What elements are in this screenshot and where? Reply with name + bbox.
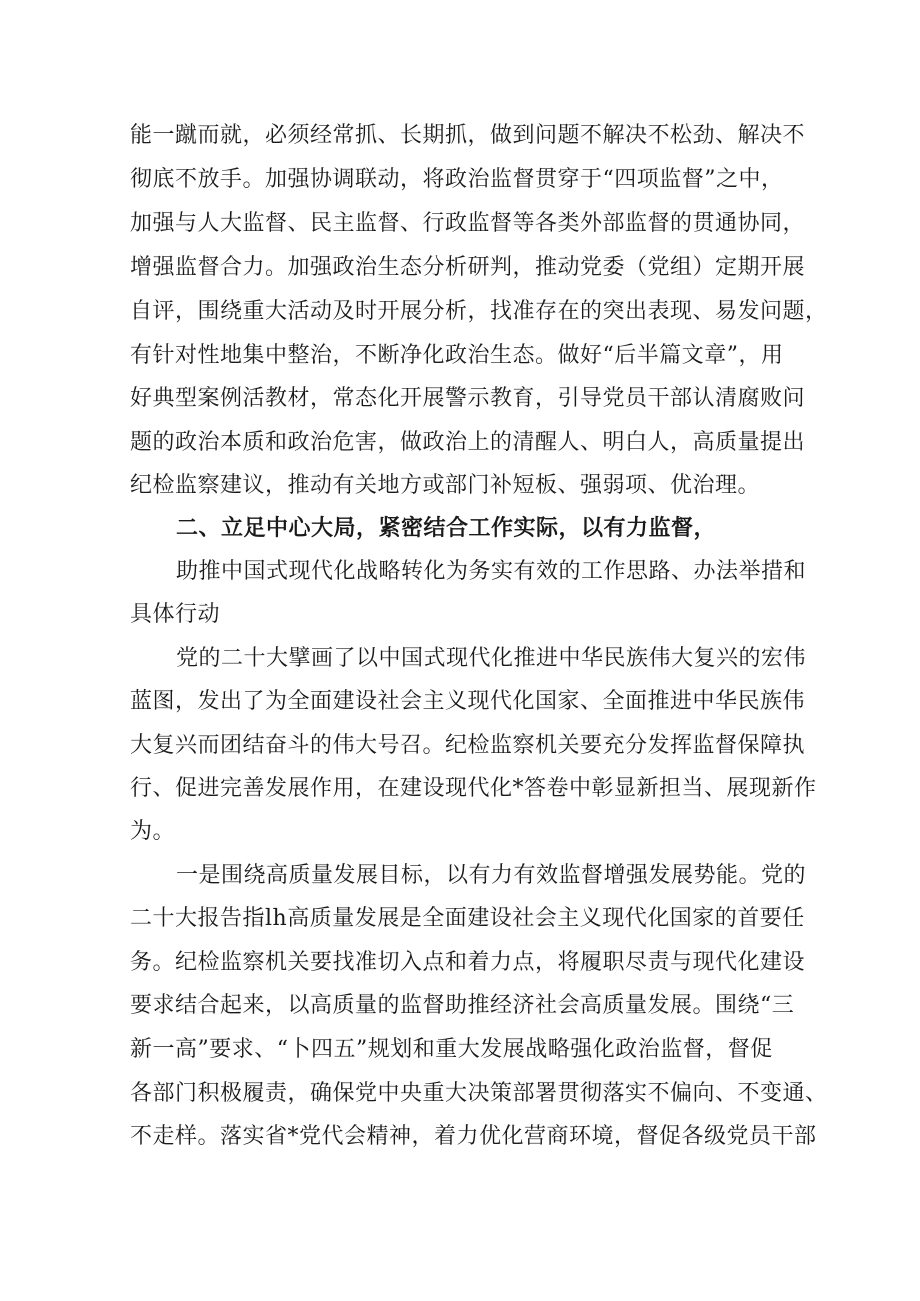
- body-text-line: 行、促进完善发展作用，在建设现代化*答卷中彰显新担当、展现新作: [130, 776, 817, 801]
- body-text-line: 能一蹴而就，必须经常抓、长期抓，做到问题不解决不松劲、解决不: [130, 123, 806, 148]
- body-text-line: 有针对性地集中整治，不断净化政治生态。做好“后半篇文章”，用: [130, 343, 784, 368]
- section-subheading-line: 具体行动: [130, 602, 221, 627]
- body-text-line: 二十大报告指lh高质量发展是全面建设社会主义现代化国家的首要任: [130, 906, 805, 931]
- body-text-line: 党的二十大擘画了以中国式现代化推进中华民族伟大复兴的宏伟: [176, 646, 807, 671]
- body-text-line: 题的政治本质和政治危害，做政治上的清醒人、明白人，高质量提出: [130, 430, 806, 455]
- body-text-line: 自评，围绕重大活动及时开展分析，找准存在的突出表现、易发问题，: [130, 299, 828, 324]
- body-text-line: 不走样。落实省*党代会精神，着力优化营商环境，督促各级党员干部: [130, 1124, 817, 1149]
- body-text-line: 为。: [130, 819, 176, 844]
- body-text-line: 各部门积极履责，确保党中央重大决策部署贯彻落实不偏向、不变通、: [130, 1081, 828, 1106]
- body-text-line: 务。纪检监察机关要找准切入点和着力点，将履职尽责与现代化建设: [130, 950, 806, 975]
- body-text-line: 好典型案例活教材，常态化开展警示教育，引导党员干部认清腐败问: [130, 386, 806, 411]
- body-text-line: 增强监督合力。加强政治生态分析研判，推动党委（党组）定期开展: [130, 255, 806, 280]
- body-text-line: 彻底不放手。加强协调联动，将政治监督贯穿于“四项监督”之中，: [130, 167, 784, 192]
- section-heading: 二、立足中心大局，紧密结合工作实际，以有力监督，: [176, 516, 717, 541]
- body-text-line: 加强与人大监督、民主监督、行政监督等各类外部监督的贯通协同，: [130, 211, 806, 236]
- body-text-line: 纪检监察建议，推动有关地方或部门补短板、强弱项、优治理。: [130, 473, 761, 498]
- body-text-line: 新一高”要求、“卜四五”规划和重大发展战略强化政治监督，督促: [130, 1037, 773, 1062]
- body-text-line: 要求结合起来，以高质量的监督助推经济社会高质量发展。围绕“三: [130, 993, 795, 1018]
- body-text-line: 大复兴而团结奋斗的伟大号召。纪检监察机关要充分发挥监督保障执: [130, 733, 806, 758]
- section-subheading-line: 助推中国式现代化战略转化为务实有效的工作思路、办法举措和: [176, 559, 807, 584]
- body-text-line: 一是围绕高质量发展目标，以有力有效监督增强发展势能。党的: [176, 863, 807, 888]
- body-text-line: 蓝图，发出了为全面建设社会主义现代化国家、全面推进中华民族伟: [130, 689, 806, 714]
